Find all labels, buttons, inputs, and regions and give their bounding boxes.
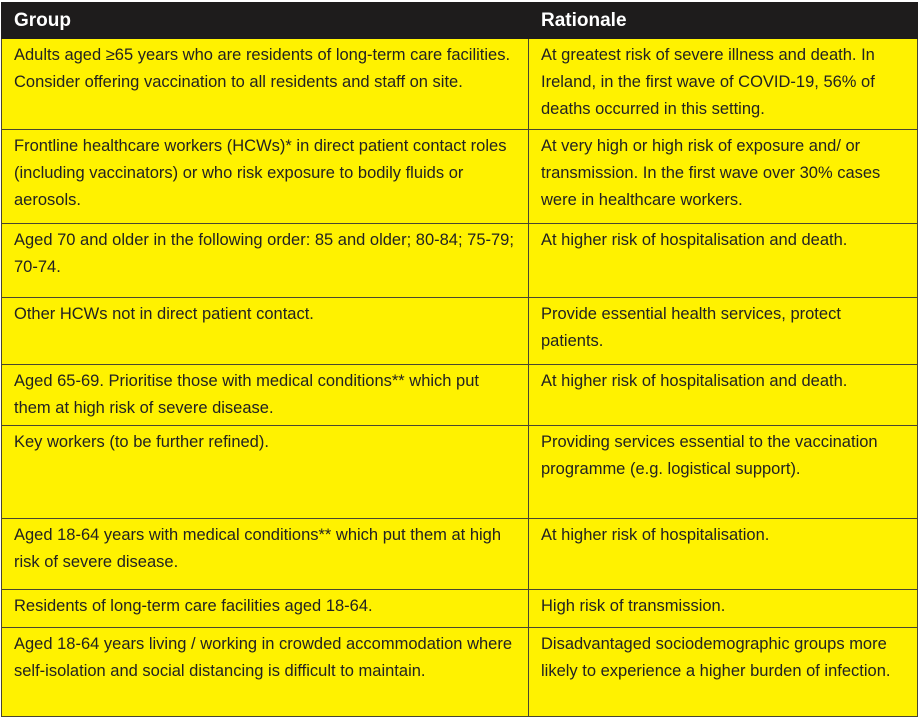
table-row xyxy=(2,519,918,590)
table-row xyxy=(2,590,918,628)
table-row xyxy=(2,39,918,130)
group-cell: Aged 18-64 years with medical conditions** which put them at high risk of severe disease. xyxy=(2,519,529,590)
group-cell: Residents of long-term care facilities aged 18-64. xyxy=(2,590,529,628)
table-row xyxy=(2,130,918,224)
group-cell: Other HCWs not in direct patient contact. xyxy=(2,298,529,365)
table-row xyxy=(2,224,918,298)
group-header: Group xyxy=(2,3,529,39)
group-cell: Adults aged ≥65 years who are residents of long-term care facilities. Consider offering vaccination to all residents and staff on site. xyxy=(2,39,529,130)
group-cell: Aged 65-69. Prioritise those with medical conditions** which put them at high risk of severe disease. xyxy=(2,365,529,426)
rationale-cell: High risk of transmission. xyxy=(529,590,918,628)
rationale-cell: At higher risk of hospitalisation and death. xyxy=(529,224,918,298)
table-row xyxy=(2,628,918,717)
rationale-header: Rationale xyxy=(529,3,918,39)
table-row xyxy=(2,426,918,519)
header-row xyxy=(2,3,918,39)
group-cell: Aged 18-64 years living / working in crowded accommodation where self-isolation and social distancing is difficult to maintain. xyxy=(2,628,529,717)
rationale-cell: At higher risk of hospitalisation and death. xyxy=(529,365,918,426)
rationale-cell: Provide essential health services, protect patients. xyxy=(529,298,918,365)
rationale-cell: At greatest risk of severe illness and death. In Ireland, in the first wave of COVID-19, 56% of deaths occurred in this setting. xyxy=(529,39,918,130)
rationale-cell: At higher risk of hospitalisation. xyxy=(529,519,918,590)
group-cell: Frontline healthcare workers (HCWs)* in direct patient contact roles (including vaccinators) or who risk exposure to bodily fluids or aerosols. xyxy=(2,130,529,224)
table-row xyxy=(2,365,918,426)
rationale-cell: Disadvantaged sociodemographic groups more likely to experience a higher burden of infection. xyxy=(529,628,918,717)
rationale-cell: At very high or high risk of exposure and/ or transmission. In the first wave over 30% cases were in healthcare workers. xyxy=(529,130,918,224)
group-cell: Key workers (to be further refined). xyxy=(2,426,529,519)
table-row xyxy=(2,298,918,365)
group-cell: Aged 70 and older in the following order: 85 and older; 80-84; 75-79; 70-74. xyxy=(2,224,529,298)
rationale-cell: Providing services essential to the vaccination programme (e.g. logistical support). xyxy=(529,426,918,519)
vaccine-priority-table xyxy=(1,2,918,717)
